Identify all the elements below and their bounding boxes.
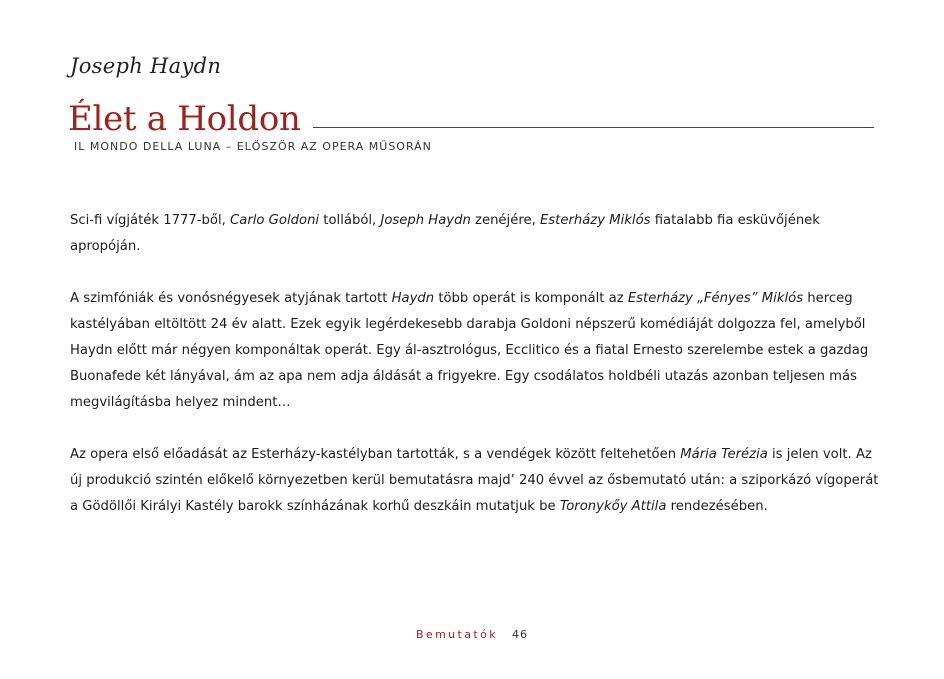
- text-run: rendezésében.: [666, 499, 768, 514]
- paragraph-story: [70, 286, 880, 416]
- text-run: Sci-fi vígjáték 1777-ből,: [70, 213, 231, 228]
- title-rule: [313, 127, 874, 128]
- text-run: fiatalabb fia esküvőjének apropóján.: [70, 213, 820, 254]
- text-run: Az opera első előadását az Esterházy-kastélyban tartották, s a vendégek között feltehetően: [70, 447, 681, 462]
- text-run: tollából,: [319, 213, 381, 228]
- page-title: Élet a Holdon: [68, 99, 301, 139]
- text-run: A szimfóniák és vonósnégyesek atyjának tartott: [70, 291, 392, 306]
- name-esterhazy-miklos: Esterházy Miklós: [539, 213, 651, 228]
- page-footer: [0, 628, 944, 641]
- title-row: [68, 86, 874, 139]
- text-run: több operát is komponált az: [434, 291, 628, 306]
- name-joseph-haydn: Joseph Haydn: [380, 213, 471, 228]
- composer-name: Joseph Haydn: [70, 54, 222, 78]
- name-fenyes-miklos: Esterházy „Fényes” Miklós: [627, 291, 804, 306]
- name-haydn: Haydn: [391, 291, 435, 306]
- name-maria-terezia: Mária Terézia: [680, 447, 768, 462]
- name-carlo-goldoni: Carlo Goldoni: [230, 213, 320, 228]
- paragraph-intro: [70, 208, 880, 260]
- name-toronykoy-attila: Toronykőy Attila: [559, 499, 667, 514]
- article-body: [70, 208, 880, 546]
- text-run: is jelen volt. Az új produkció szintén előkelő környezetben kerül bemutatásra majd’ 240 évvel az ősbemutató után: a sziporkázó vígoperát a Gödöllői Királyi Kastély barokk színházának korhű deszkáin mutatjuk be: [70, 447, 879, 514]
- text-run: herceg kastélyában eltöltött 24 év alatt. Ezek egyik legérdekesebb darabja Goldoni népszerű komédiáját dolgozza fel, amelyből Haydn előtt már négyen komponáltak operát. Egy ál-asztrológus, Ecclitico és a fiatal Ernesto szerelembe estek a gazdag Buonafede két lányával, ám az apa nem adja áldását a frigyekre. Egy csodálatos holdbéli utazás azonban teljesen más megvilágításba helyez mindent…: [70, 291, 869, 410]
- paragraph-premiere: [70, 442, 880, 520]
- section-label: Bemutatók: [415, 628, 499, 641]
- page-number: 46: [512, 628, 529, 641]
- text-run: zenéjére,: [470, 213, 540, 228]
- subtitle: IL MONDO DELLA LUNA – ELŐSZÖR AZ OPERA MŰSORÁN: [74, 140, 432, 153]
